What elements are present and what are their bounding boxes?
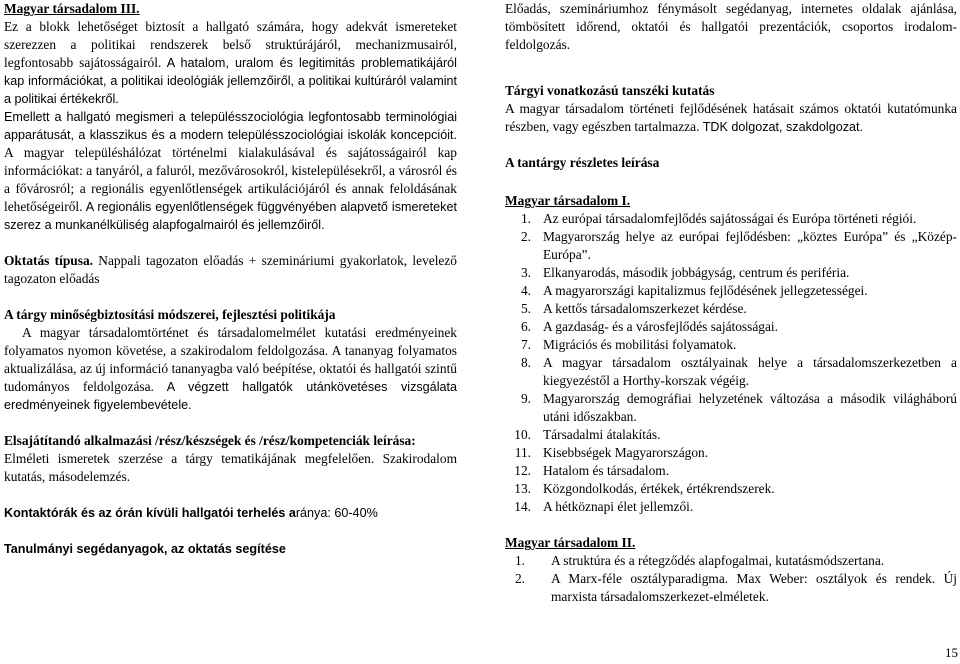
list-item [505, 336, 957, 354]
list-item-text: Az európai társadalomfejlődés sajátosságai és Európa történeti régiói. [543, 211, 917, 226]
mt1-topic-list [505, 210, 957, 516]
settlement-text-tail: A regionális egyenlőtlenségek függvényében alapvető ismereteket szerez a munkanélküliség alapfogalmairól és jellemzőiről. [4, 200, 457, 232]
list-item-text: A struktúra és a rétegződés alapfogalmai, kutatásmódszertana. [551, 553, 885, 568]
list-item-text: Magyarország demográfiai helyzetének változása a második világháború utáni időszakban. [543, 391, 957, 424]
minoseg-text-serif: A magyar társadalomtörténet és társadalomelmélet kutatási eredményeinek folyamatos nyomon követése, a szakirodalom feldolgozása. A tananyag folyamatos aktualizálása, az új információ tananyagba való beépítése, oktatói és hallgatói szintű tudományos feldolgozása. [4, 325, 457, 394]
oktatas-label: Oktatás típusa. [4, 253, 94, 268]
left-column [4, 0, 457, 558]
targyi-heading: Tárgyi vonatkozású tanszéki kutatás [505, 83, 715, 98]
list-item [505, 264, 957, 282]
right-column [505, 0, 957, 606]
minoseg-heading: A tárgy minőségbiztosítási módszerei, fejlesztési politikája [4, 307, 336, 322]
list-item-text: A Marx-féle osztályparadigma. Max Weber: osztályok és rendek. Új marxista társadalomszerkezet-elméletek. [551, 571, 957, 604]
oktatas-paragraph [4, 252, 457, 288]
list-item-text: Hatalom és társadalom. [543, 463, 670, 478]
list-item-number: 6. [520, 319, 531, 334]
list-item-text: A magyarországi kapitalizmus fejlődésének jellegzetességei. [543, 283, 868, 298]
tanulmanyi-heading: Tanulmányi segédanyagok, az oktatás segítése [4, 542, 286, 556]
list-item-number: 1. [520, 211, 531, 226]
kontakt-paragraph [4, 504, 457, 522]
list-item-number: 11. [514, 445, 531, 460]
list-item-text: Társadalmi átalakítás. [543, 427, 661, 442]
kontakt-label: Kontaktórák és az órán kívüli hallgatói terhelés a [4, 506, 296, 520]
list-item-text: Közgondolkodás, értékek, értékrendszerek. [543, 481, 775, 496]
minoseg-paragraph [4, 324, 457, 414]
list-item [505, 480, 957, 498]
list-item [505, 228, 957, 264]
elsajatitando-text: Elméleti ismeretek szerzése a tárgy tematikájának megfelelően. Szakirodalom kutatás, másodelemzés. [4, 451, 457, 484]
leiras-heading: A tantárgy részletes leírása [505, 155, 660, 170]
mt2-heading: Magyar társadalom II. [505, 535, 636, 550]
list-item-number: 10. [514, 427, 531, 442]
page-number: 15 [945, 645, 958, 660]
list-item-text: Elkanyarodás, második jobbágyság, centrum és periféria. [543, 265, 850, 280]
targyi-text-sans: TDK dolgozat, szakdolgozat. [699, 120, 864, 134]
mt1-heading: Magyar társadalom I. [505, 193, 631, 208]
list-item-number: 4. [520, 283, 531, 298]
list-item [505, 426, 957, 444]
list-item-number: 9. [520, 391, 531, 406]
settlement-text-serif: A magyar településhálózat történelmi kialakulásával és sajátosságairól kap információkat: a tanyáról, a faluról, mezővárosokról, kistelepülésekről, a városról és a fővárosról; a regionális egyenlőtlenségek artikulációjáról és annak feloldásának lehetőségeiről. [4, 145, 457, 214]
list-item [505, 318, 957, 336]
list-item-text: A magyar társadalom osztályainak helye a társadalomszerkezetben a kiegyezéstől a Horthy-korszak végéig. [543, 355, 957, 388]
kontakt-value: ránya: 60-40% [295, 506, 378, 520]
intro-text-sans: A hatalom, uralom és legitimitás problematikájáról kap információkat, a politikai ideológiák jellemzőiről, a politikai kultúráról valamint a politikai értékekről. [4, 56, 457, 106]
list-item [505, 282, 957, 300]
list-item [505, 552, 957, 570]
list-item [505, 462, 957, 480]
list-item-text: A gazdaság- és a városfejlődés sajátosságai. [543, 319, 778, 334]
list-item [505, 444, 957, 462]
targyi-text-serif: A magyar társadalom történeti fejlődésének hatásait számos oktatói kutatómunka részben, vagy egészben tartalmazza. [505, 101, 957, 134]
list-item-number: 3. [520, 265, 531, 280]
elsajatitando-heading: Elsajátítandó alkalmazási /rész/készségek és /rész/kompetenciák leírása: [4, 433, 416, 448]
oktatas-text: Nappali tagozaton előadás + szemináriumi gyakorlatok, levelező tagozaton előadás [4, 253, 458, 286]
intro-paragraph [4, 18, 457, 108]
list-item-number: 8. [520, 355, 531, 370]
list-item-text: A kettős társadalomszerkezet kérdése. [543, 301, 747, 316]
list-item-number: 7. [520, 337, 531, 352]
list-item-number: 14. [514, 499, 531, 514]
list-item [505, 390, 957, 426]
list-item-number: 13. [514, 481, 531, 496]
minoseg-text-sans: A végzett hallgatók utánkövetéses vizsgálata eredményeinek figyelembevétele. [4, 380, 457, 412]
list-item-number: 5. [520, 301, 531, 316]
list-item-number: 2. [520, 229, 531, 244]
list-item-text: Magyarország helye az európai fejlődésben: „köztes Európa” és „Közép-Európa”. [543, 229, 957, 262]
list-item-number: 1. [514, 553, 525, 568]
list-item [505, 210, 957, 228]
list-item [505, 498, 957, 516]
list-item [505, 570, 957, 606]
mt2-topic-list [505, 552, 957, 606]
list-item-text: Kisebbségek Magyarországon. [543, 445, 709, 460]
list-item-text: A hétköznapi élet jellemzői. [543, 499, 694, 514]
list-item [505, 354, 957, 390]
targyi-paragraph [505, 100, 957, 136]
settlement-paragraph [4, 108, 457, 234]
settlement-text-sans: Emellett a hallgató megismeri a településszociológia legfontosabb terminológiai apparátusát, a klasszikus és a modern településszociológiai iskolák koncepcióit. [4, 110, 457, 142]
list-item-number: 12. [514, 463, 531, 478]
top-paragraph: Előadás, szemináriumhoz fénymásolt segédanyag, internetes oldalak ajánlása, tömbösített időrend, oktatói és hallgatói prezentációk, csoportos irodalom-feldolgozás. [505, 1, 957, 52]
section-heading-magyar-tarsadalom-3: Magyar társadalom III. [4, 1, 140, 16]
list-item-text: Migrációs és mobilitási folyamatok. [543, 337, 737, 352]
intro-text-serif: Ez a blokk lehetőséget biztosít a hallgató számára, hogy adekvát ismereteket szerezzen a politikai rendszerek belső struktúrájáról, mechanizmusairól, legfontosabb sajátosságairól. [4, 19, 457, 70]
list-item [505, 300, 957, 318]
list-item-number: 2. [514, 571, 525, 586]
